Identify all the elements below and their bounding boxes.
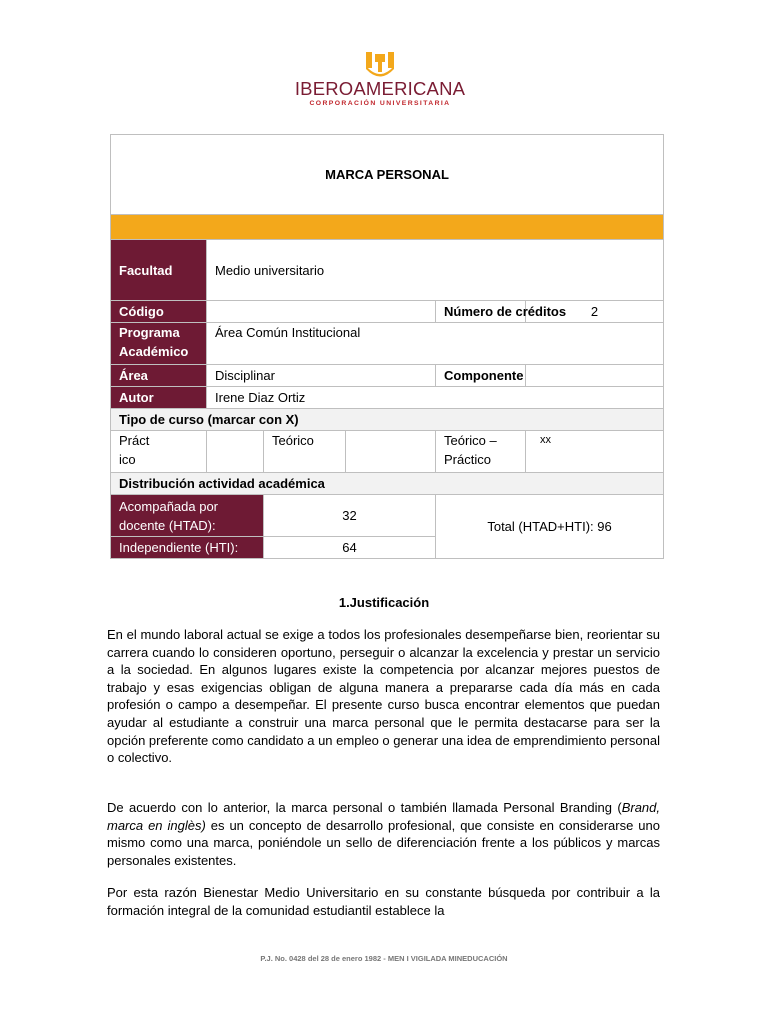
creditos-value: 2: [526, 301, 664, 323]
independiente-label: Independiente (HTI):: [111, 537, 264, 559]
course-info-table: [110, 134, 663, 559]
practico-mark: [207, 431, 264, 473]
acompanada-value: 32: [264, 495, 436, 537]
p2-text-before: De acuerdo con lo anterior, la marca personal o también llamada Personal Branding (: [107, 800, 622, 815]
teorico-mark: [346, 431, 436, 473]
facultad-label: Facultad: [111, 240, 207, 301]
total-value: Total (HTAD+HTI): 96: [436, 495, 664, 559]
creditos-label: Número de créditos: [436, 301, 526, 323]
logo-subtitle: CORPORACIÓN UNIVERSITARIA: [309, 100, 451, 107]
autor-value: Irene Diaz Ortiz: [207, 387, 664, 409]
area-value: Disciplinar: [207, 365, 436, 387]
justification-paragraph-1: En el mundo laboral actual se exige a todos los profesionales desempeñarse bien, reorientar su carrera cuando lo consideren oportuno, perseguir o alcanzar la excelencia y prestar un servicio a la sociedad. En algunos lugares existe la competencia por alcanzar mejores puestos de trabajo y esas exigencias obligan de alguna manera a prepararse cada día más en cada profesión o campo a desempeñar. El presente curso busca encontrar elementos que puedan ayudar al estudiante a construir una marca personal que le permita destacarse para ser la opción preferente como candidato a un empleo o generar una idea de emprendimiento personal o colectivo.: [107, 627, 660, 766]
page-footer: P.J. No. 0428 del 28 de enero 1982 - MEN I VIGILADA MINEDUCACIÓN: [260, 954, 508, 963]
componente-label: Componente: [436, 365, 526, 387]
practico-text: Práct ico: [119, 433, 150, 467]
programa-label: Programa Académico: [111, 323, 207, 365]
university-logo-icon: [363, 52, 397, 78]
componente-value: [526, 365, 664, 387]
distribucion-header: Distribución actividad académica: [111, 473, 664, 495]
codigo-label: Código: [111, 301, 207, 323]
logo: [250, 48, 510, 114]
practico-label: [111, 431, 207, 473]
document-title: MARCA PERSONAL: [111, 135, 664, 215]
teorico-practico-label: [436, 431, 526, 473]
programa-value: Área Común Institucional: [207, 323, 664, 365]
justification-paragraph-2: [107, 799, 660, 869]
codigo-value: [207, 301, 436, 323]
p2-text-italic: Brand, marca en inglès): [107, 800, 660, 833]
acompanada-label: Acompañada por docente (HTAD):: [111, 495, 264, 537]
tipo-curso-header: Tipo de curso (marcar con X): [111, 409, 664, 431]
orange-divider: [111, 215, 664, 240]
teorico-practico-text: Teórico – Práctico: [444, 433, 497, 467]
p2-text-after: es un concepto de desarrollo profesional, que consiste en considerarse uno mismo como una marca, poniéndole un sello de diferenciación frente a los públicos y marcas personales existentes.: [107, 817, 660, 868]
independiente-value: 64: [264, 537, 436, 559]
section-title: 1.Justificación: [338, 595, 430, 610]
teorico-label: Teórico: [264, 431, 346, 473]
logo-name: IBEROAMERICANA: [294, 78, 466, 99]
facultad-value: Medio universitario: [207, 240, 664, 301]
justification-paragraph-3: Por esta razón Bienestar Medio Universitario en su constante búsqueda por contribuir a la formación integral de la comunidad estudiantil establece la: [107, 885, 660, 918]
teorico-practico-mark: xx: [526, 431, 664, 473]
area-label: Área: [111, 365, 207, 387]
autor-label: Autor: [111, 387, 207, 409]
